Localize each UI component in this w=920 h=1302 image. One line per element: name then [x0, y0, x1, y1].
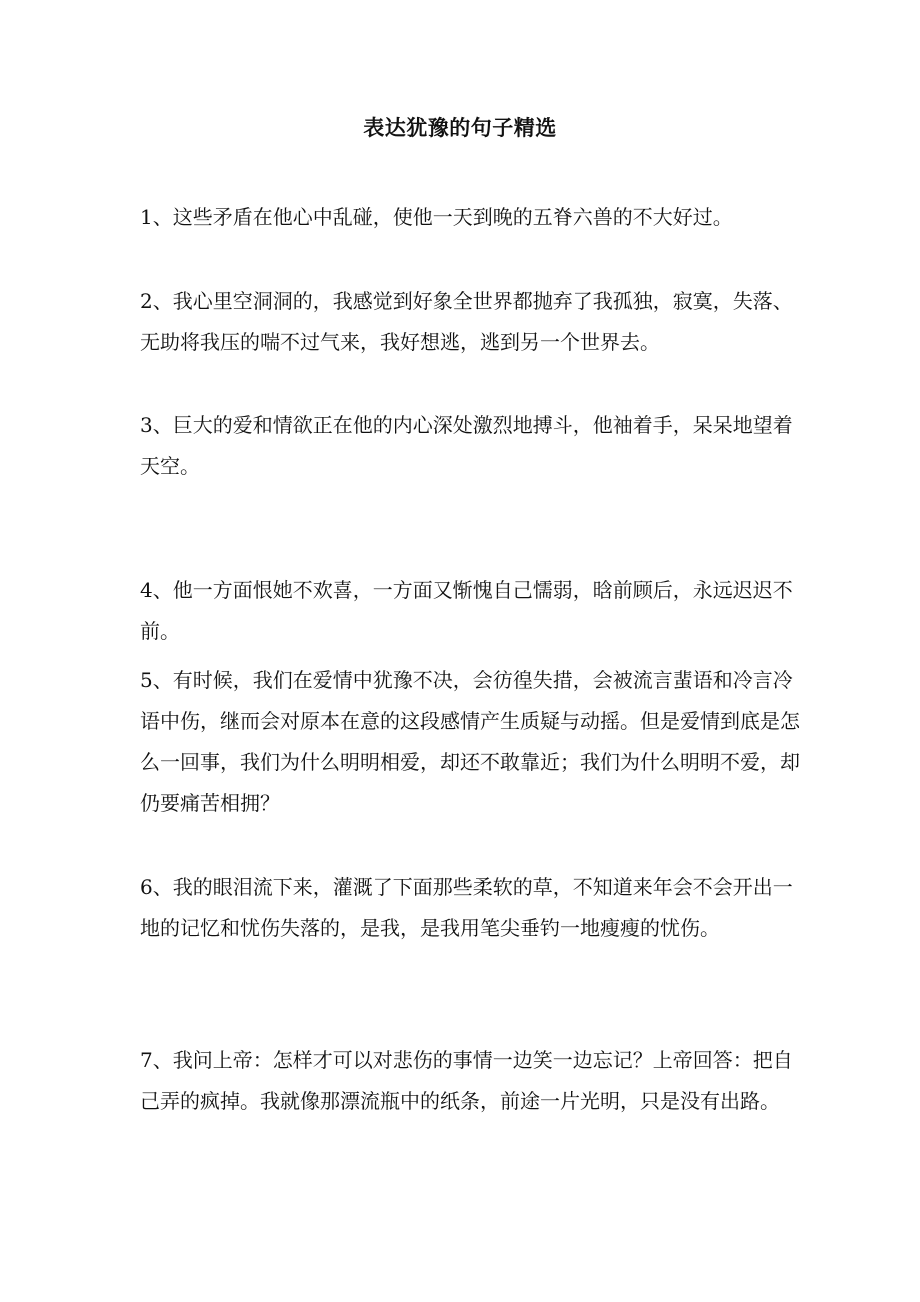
paragraph-2: 2、我心里空洞洞的，我感觉到好象全世界都抛弃了我孤独，寂寞，失落、无助将我压的喘不过气来，我好想逃，逃到另一个世界去。 — [140, 289, 793, 354]
paragraph-1: 1、这些矛盾在他心中乱碰，使他一天到晚的五脊六兽的不大好过。 — [140, 205, 733, 229]
paragraph-5: 5、有时候，我们在爱情中犹豫不决，会彷徨失措，会被流言蜚语和冷言冷语中伤，继而会对原本在意的这段感情产生质疑与动摇。但是爱情到底是怎么一回事，我们为什么明明相爱，却还不敢靠近；我们为什么明明不爱，却仍要痛苦相拥？ — [140, 668, 800, 815]
paragraph-6: 6、我的眼泪流下来，灌溉了下面那些柔软的草，不知道来年会不会开出一地的记忆和忧伤失落的，是我，是我用笔尖垂钓一地瘦瘦的忧伤。 — [140, 875, 793, 940]
paragraph-4: 4、他一方面恨她不欢喜，一方面又惭愧自己懦弱，晗前顾后，永远迟迟不前。 — [140, 578, 793, 643]
page-title: 表达犹豫的句子精选 — [363, 115, 557, 140]
paragraph-7: 7、我问上帝：怎样才可以对悲伤的事情一边笑一边忘记？上帝回答：把自己弄的疯掉。我就像那漂流瓶中的纸条，前途一片光明，只是没有出路。 — [140, 1048, 793, 1113]
paragraph-3: 3、巨大的爱和情欲正在他的内心深处激烈地搏斗，他袖着手，呆呆地望着天空。 — [140, 413, 793, 478]
